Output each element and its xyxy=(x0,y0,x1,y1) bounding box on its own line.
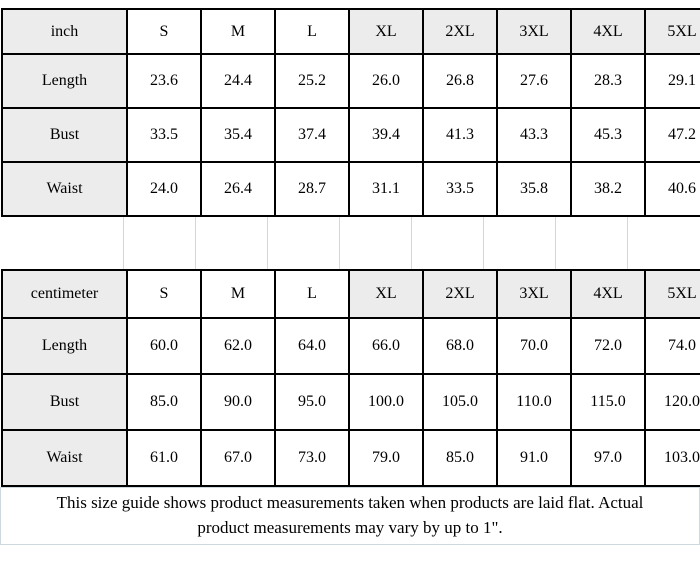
size-table-inch xyxy=(1,8,700,217)
size-header-cell: 4XL xyxy=(571,9,645,54)
measurement-value-cell: 43.3 xyxy=(497,108,571,162)
measurement-value-cell: 70.0 xyxy=(497,318,571,374)
measurement-label-cell: Waist xyxy=(2,162,127,216)
measurement-label-cell: Bust xyxy=(2,108,127,162)
size-header-cell: 5XL xyxy=(645,270,700,318)
gridline-cell xyxy=(196,217,268,269)
measurement-value-cell: 27.6 xyxy=(497,54,571,108)
gridline-cell xyxy=(412,217,484,269)
measurement-label-cell: Waist xyxy=(2,430,127,486)
measurement-value-cell: 103.0 xyxy=(645,430,700,486)
size-header-cell: 3XL xyxy=(497,9,571,54)
measurement-value-cell: 85.0 xyxy=(127,374,201,430)
measurement-value-cell: 33.5 xyxy=(127,108,201,162)
measurement-value-cell: 85.0 xyxy=(423,430,497,486)
gridline-cell xyxy=(340,217,412,269)
measurement-value-cell: 47.2 xyxy=(645,108,700,162)
spreadsheet-gridlines xyxy=(1,217,700,269)
measurement-value-cell: 90.0 xyxy=(201,374,275,430)
measurement-value-cell: 31.1 xyxy=(349,162,423,216)
gridline-cell xyxy=(1,217,124,269)
measurement-value-cell: 28.3 xyxy=(571,54,645,108)
size-header-cell: S xyxy=(127,270,201,318)
size-header-cell: 5XL xyxy=(645,9,700,54)
measurement-value-cell: 73.0 xyxy=(275,430,349,486)
measurement-value-cell: 74.0 xyxy=(645,318,700,374)
gridline-cell xyxy=(124,217,196,269)
size-header-cell: 3XL xyxy=(497,270,571,318)
measurement-value-cell: 33.5 xyxy=(423,162,497,216)
measurement-value-cell: 97.0 xyxy=(571,430,645,486)
gridline-cell xyxy=(628,217,700,269)
size-header-cell: 4XL xyxy=(571,270,645,318)
measurement-value-cell: 72.0 xyxy=(571,318,645,374)
measurement-value-cell: 26.0 xyxy=(349,54,423,108)
size-header-cell: XL xyxy=(349,270,423,318)
size-header-cell: L xyxy=(275,270,349,318)
size-header-cell: M xyxy=(201,9,275,54)
gridline-cell xyxy=(268,217,340,269)
size-header-cell: XL xyxy=(349,9,423,54)
measurement-value-cell: 60.0 xyxy=(127,318,201,374)
unit-header-cell: inch xyxy=(2,9,127,54)
measurement-value-cell: 91.0 xyxy=(497,430,571,486)
measurement-value-cell: 24.0 xyxy=(127,162,201,216)
size-header-cell: L xyxy=(275,9,349,54)
measurement-value-cell: 40.6 xyxy=(645,162,700,216)
measurement-value-cell: 29.1 xyxy=(645,54,700,108)
measurement-value-cell: 79.0 xyxy=(349,430,423,486)
measurement-value-cell: 41.3 xyxy=(423,108,497,162)
measurement-value-cell: 67.0 xyxy=(201,430,275,486)
size-table-centimeter xyxy=(1,269,700,487)
measurement-value-cell: 64.0 xyxy=(275,318,349,374)
measurement-label-cell: Length xyxy=(2,318,127,374)
size-header-cell: S xyxy=(127,9,201,54)
measurement-value-cell: 68.0 xyxy=(423,318,497,374)
measurement-value-cell: 110.0 xyxy=(497,374,571,430)
measurement-value-cell: 23.6 xyxy=(127,54,201,108)
measurement-value-cell: 61.0 xyxy=(127,430,201,486)
gridline-cell xyxy=(484,217,556,269)
size-header-cell: M xyxy=(201,270,275,318)
measurement-value-cell: 28.7 xyxy=(275,162,349,216)
measurement-value-cell: 37.4 xyxy=(275,108,349,162)
measurement-value-cell: 62.0 xyxy=(201,318,275,374)
measurement-label-cell: Bust xyxy=(2,374,127,430)
measurement-value-cell: 95.0 xyxy=(275,374,349,430)
size-guide-note: This size guide shows product measurements taken when products are laid flat. Actual product measurements may vary by up to 1". xyxy=(0,487,700,545)
gridline-cell xyxy=(556,217,628,269)
measurement-value-cell: 35.8 xyxy=(497,162,571,216)
measurement-value-cell: 105.0 xyxy=(423,374,497,430)
measurement-value-cell: 38.2 xyxy=(571,162,645,216)
size-header-cell: 2XL xyxy=(423,270,497,318)
size-header-cell: 2XL xyxy=(423,9,497,54)
measurement-value-cell: 100.0 xyxy=(349,374,423,430)
measurement-value-cell: 120.0 xyxy=(645,374,700,430)
unit-header-cell: centimeter xyxy=(2,270,127,318)
measurement-value-cell: 25.2 xyxy=(275,54,349,108)
measurement-label-cell: Length xyxy=(2,54,127,108)
measurement-value-cell: 35.4 xyxy=(201,108,275,162)
measurement-value-cell: 26.8 xyxy=(423,54,497,108)
measurement-value-cell: 24.4 xyxy=(201,54,275,108)
measurement-value-cell: 66.0 xyxy=(349,318,423,374)
measurement-value-cell: 39.4 xyxy=(349,108,423,162)
measurement-value-cell: 45.3 xyxy=(571,108,645,162)
measurement-value-cell: 115.0 xyxy=(571,374,645,430)
measurement-value-cell: 26.4 xyxy=(201,162,275,216)
